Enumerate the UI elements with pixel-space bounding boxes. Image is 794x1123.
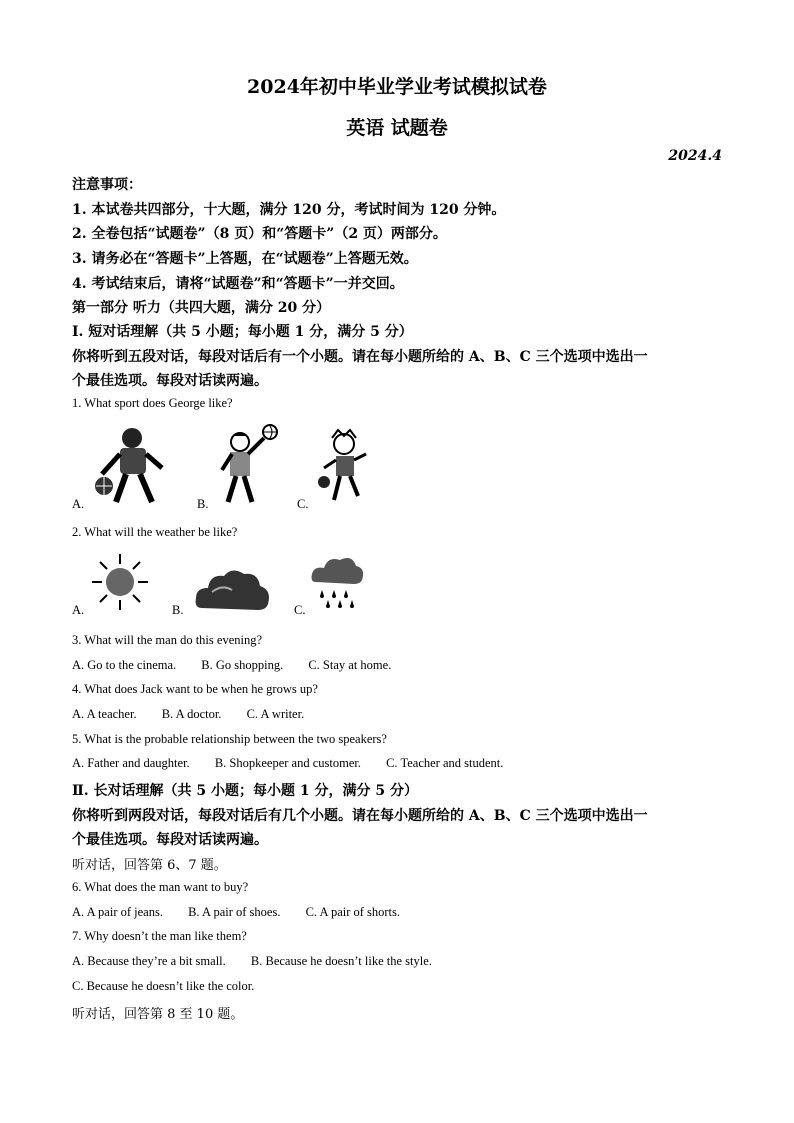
option-b-label: B. [197, 497, 209, 511]
question-6-options [72, 905, 422, 920]
section2-instruction-2: 个最佳选项。每段对话读两遍。 [72, 832, 268, 848]
option-c: C. A pair of shorts. [305, 905, 401, 919]
option-c: C. A writer. [246, 707, 305, 721]
question-1: 1. What sport does George like? [72, 396, 233, 410]
question-2-pictures [72, 550, 492, 618]
rain-icon [310, 554, 366, 614]
option-b: B. A doctor. [161, 707, 222, 721]
option-b: B. Shopkeeper and customer. [214, 756, 361, 770]
question-2: 2. What will the weather be like? [72, 525, 238, 539]
listen-instruction-2: 听对话，回答第 8 至 10 题。 [72, 1007, 244, 1022]
option-a: A. A teacher. [72, 707, 137, 721]
question-5: 5. What is the probable relationship between the two speakers? [72, 732, 387, 746]
option-c: C. Stay at home. [308, 658, 392, 672]
section1-instruction-1: 你将听到五段对话，每段对话后有一个小题。请在每小题所给的 A、B、C 三个选项中选出一 [72, 349, 648, 365]
note-item-4: 4. 考试结束后，请将“试题卷”和“答题卡”一并交回。 [72, 276, 404, 292]
volleyball-player-icon [214, 422, 284, 508]
cloud-icon [192, 564, 272, 614]
question-3: 3. What will the man do this evening? [72, 633, 263, 647]
exam-date: 2024.4 [668, 148, 722, 164]
option-a: A. Go to the cinema. [72, 658, 177, 672]
listen-instruction-1: 听对话，回答第 6、7 题。 [72, 858, 227, 873]
option-a-label: A. [72, 497, 85, 511]
note-item-3: 3. 请务必在“答题卡”上答题，在“试题卷”上答题无效。 [72, 251, 418, 267]
exam-title: 2024年初中毕业学业考试模拟试卷 [247, 76, 547, 98]
section1-instruction-2: 个最佳选项。每段对话读两遍。 [72, 373, 268, 389]
note-item-1: 1. 本试卷共四部分，十大题，满分 120 分，考试时间为 120 分钟。 [72, 202, 506, 218]
question-4: 4. What does Jack want to be when he grows up? [72, 682, 318, 696]
sun-icon [92, 552, 148, 614]
question-7: 7. Why doesn’t the man like them? [72, 929, 247, 943]
option-b: B. A pair of shoes. [188, 905, 281, 919]
option-a-label: A. [72, 603, 85, 617]
note-item-2: 2. 全卷包括“试题卷”（8 页）和“答题卡”（2 页）两部分。 [72, 226, 447, 242]
part1-heading: 第一部分 听力（共四大题，满分 20 分） [72, 300, 331, 316]
section2-instruction-1: 你将听到两段对话，每段对话后有几个小题。请在每小题所给的 A、B、C 三个选项中选出一 [72, 808, 648, 824]
basketball-player-icon [90, 424, 176, 508]
option-a: A. Father and daughter. [72, 756, 190, 770]
section2-heading: Ⅱ. 长对话理解（共 5 小题；每小题 1 分，满分 5 分） [72, 783, 419, 799]
question-4-options [72, 707, 326, 722]
section1-heading: Ⅰ. 短对话理解（共 5 小题；每小题 1 分，满分 5 分） [72, 324, 413, 340]
option-a: A. A pair of jeans. [72, 905, 163, 919]
option-b-label: B. [172, 603, 184, 617]
option-c-label: C. [297, 497, 309, 511]
question-5-options [72, 756, 525, 771]
question-3-options [72, 658, 413, 673]
option-c: C. Teacher and student. [386, 756, 504, 770]
question-7-option-c: C. Because he doesn’t like the color. [72, 979, 255, 993]
soccer-player-icon [314, 428, 374, 508]
option-b: B. Because he doesn’t like the style. [250, 954, 432, 968]
option-b: B. Go shopping. [201, 658, 284, 672]
question-1-pictures [72, 422, 492, 512]
notes-heading: 注意事项： [72, 177, 142, 193]
question-6: 6. What does the man want to buy? [72, 880, 249, 894]
exam-subtitle: 英语 试题卷 [346, 117, 448, 139]
option-a: A. Because they’re a bit small. [72, 954, 226, 968]
option-c-label: C. [294, 603, 306, 617]
question-7-options [72, 954, 454, 969]
